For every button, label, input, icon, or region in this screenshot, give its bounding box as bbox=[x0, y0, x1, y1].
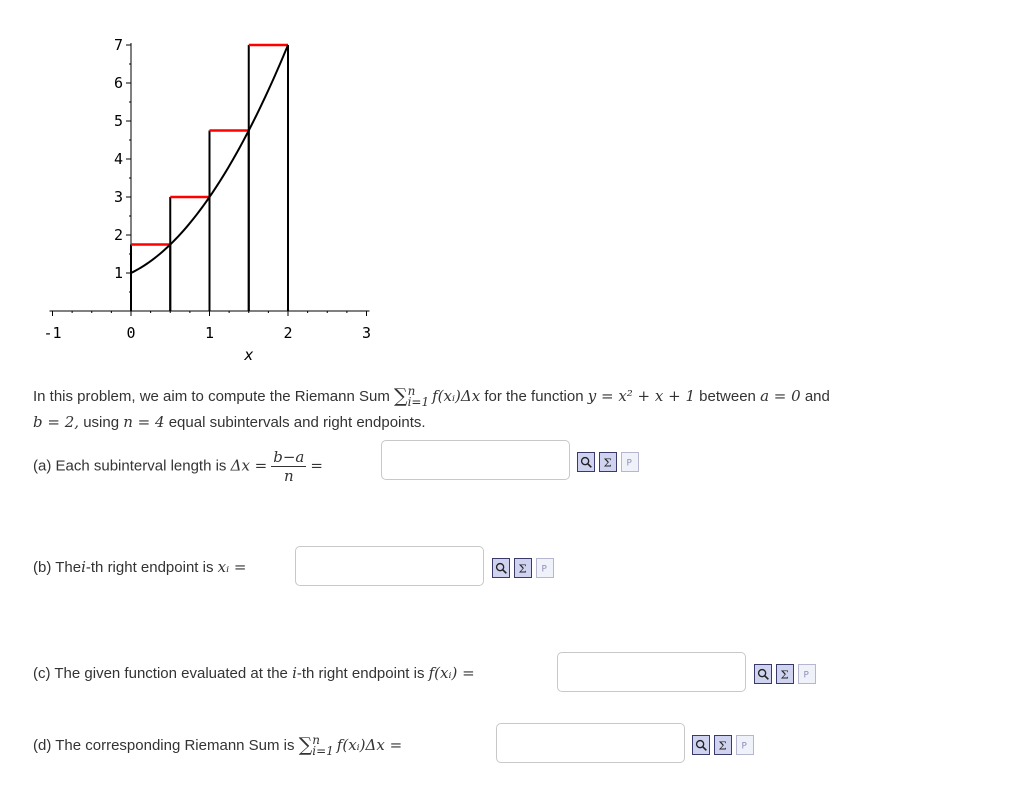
help-document-icon[interactable] bbox=[536, 558, 554, 578]
intro-rest: equal subintervals and right endpoints. bbox=[168, 414, 426, 431]
y-tick-label: 6 bbox=[113, 74, 123, 92]
y-tick-label: 4 bbox=[113, 150, 123, 168]
part-d-label: (d) The corresponding Riemann Sum is bbox=[33, 737, 295, 754]
x-tick-label: -1 bbox=[43, 324, 62, 342]
part-b-label: (b) The bbox=[33, 559, 82, 576]
part-a-lhs: Δx = bbox=[230, 456, 268, 475]
part-b-prompt bbox=[33, 557, 246, 578]
x-tick-label: 1 bbox=[204, 324, 215, 342]
x-axis-label: x bbox=[244, 346, 254, 364]
svg-text:Σ: Σ bbox=[718, 738, 727, 753]
sum-upper-limit: n bbox=[312, 733, 320, 748]
sum-lower-limit: i=1 bbox=[407, 395, 430, 410]
a-value: a = 0 bbox=[760, 387, 801, 405]
part-b-var: i bbox=[81, 558, 86, 576]
part-c-lhs: f(xᵢ) = bbox=[428, 664, 475, 682]
part-c-answer-input[interactable] bbox=[557, 652, 746, 692]
part-d-sum-term: f(xᵢ)Δx = bbox=[336, 736, 403, 754]
svg-text:P: P bbox=[741, 741, 747, 752]
summation-symbol: ∑ bbox=[298, 734, 313, 756]
part-a-answer-input[interactable] bbox=[381, 440, 570, 480]
sum-upper-limit: n bbox=[407, 384, 416, 399]
svg-text:Σ: Σ bbox=[518, 561, 527, 576]
problem-intro-line1 bbox=[33, 385, 830, 408]
x-tick-label: 0 bbox=[126, 324, 136, 342]
help-document-icon[interactable] bbox=[736, 735, 754, 755]
x-tick-label: 2 bbox=[283, 324, 293, 342]
sum-lower-limit: i=1 bbox=[312, 744, 334, 759]
summation-limits bbox=[408, 386, 430, 408]
part-b-label-rest: -th right endpoint is bbox=[85, 559, 214, 576]
help-document-icon[interactable] bbox=[621, 452, 639, 472]
svg-text:P: P bbox=[541, 564, 547, 575]
sum-term: f(xᵢ)Δx bbox=[432, 387, 481, 405]
help-document-icon[interactable] bbox=[798, 664, 816, 684]
chart-marks bbox=[43, 36, 371, 364]
svg-text:P: P bbox=[803, 670, 809, 681]
part-d-prompt bbox=[33, 734, 402, 757]
equation-editor-sigma-icon[interactable] bbox=[714, 735, 732, 755]
preview-magnifier-icon[interactable] bbox=[492, 558, 510, 578]
intro-between: between bbox=[699, 388, 756, 405]
part-d-answer-input[interactable] bbox=[496, 723, 685, 763]
equation-editor-sigma-icon[interactable] bbox=[514, 558, 532, 578]
svg-text:P: P bbox=[626, 458, 632, 469]
part-a-equals: = bbox=[310, 456, 323, 475]
problem-intro-line2 bbox=[33, 412, 426, 433]
part-a-fraction bbox=[271, 448, 306, 485]
x-tick-label: 3 bbox=[361, 324, 372, 342]
fraction-numerator: b−a bbox=[273, 448, 305, 466]
part-c-var: i bbox=[292, 664, 297, 682]
summation-symbol: ∑ bbox=[394, 385, 408, 407]
function-expression: y = x² + x + 1 bbox=[587, 387, 695, 405]
part-b-lhs: xᵢ = bbox=[217, 558, 247, 576]
equation-editor-sigma-icon[interactable] bbox=[776, 664, 794, 684]
svg-text:Σ: Σ bbox=[780, 667, 789, 682]
y-tick-label: 2 bbox=[113, 226, 123, 244]
part-a-label: (a) Each subinterval length is bbox=[33, 457, 227, 475]
summation-limits bbox=[312, 735, 334, 757]
part-b-answer-input[interactable] bbox=[295, 546, 484, 586]
intro-for-function: for the function bbox=[484, 388, 584, 405]
intro-and: and bbox=[804, 388, 830, 405]
y-tick-label: 1 bbox=[113, 264, 123, 282]
y-tick-label: 3 bbox=[113, 188, 123, 206]
svg-text:Σ: Σ bbox=[603, 455, 612, 470]
preview-magnifier-icon[interactable] bbox=[692, 735, 710, 755]
part-c-label: (c) The given function evaluated at the bbox=[33, 665, 288, 682]
equation-editor-sigma-icon[interactable] bbox=[599, 452, 617, 472]
part-c-prompt bbox=[33, 663, 475, 684]
fraction-denominator: n bbox=[283, 467, 294, 485]
preview-magnifier-icon[interactable] bbox=[754, 664, 772, 684]
b-value: b = 2, bbox=[33, 413, 80, 431]
n-value: n = 4 bbox=[123, 413, 165, 431]
y-tick-label: 7 bbox=[113, 36, 123, 54]
part-c-label-rest: -th right endpoint is bbox=[296, 665, 425, 682]
intro-text: In this problem, we aim to compute the Riemann Sum bbox=[33, 388, 390, 405]
preview-magnifier-icon[interactable] bbox=[577, 452, 595, 472]
intro-using: using bbox=[83, 414, 120, 431]
part-a-prompt bbox=[33, 448, 323, 485]
riemann-sum-chart bbox=[0, 0, 400, 370]
y-tick-label: 5 bbox=[113, 112, 123, 130]
